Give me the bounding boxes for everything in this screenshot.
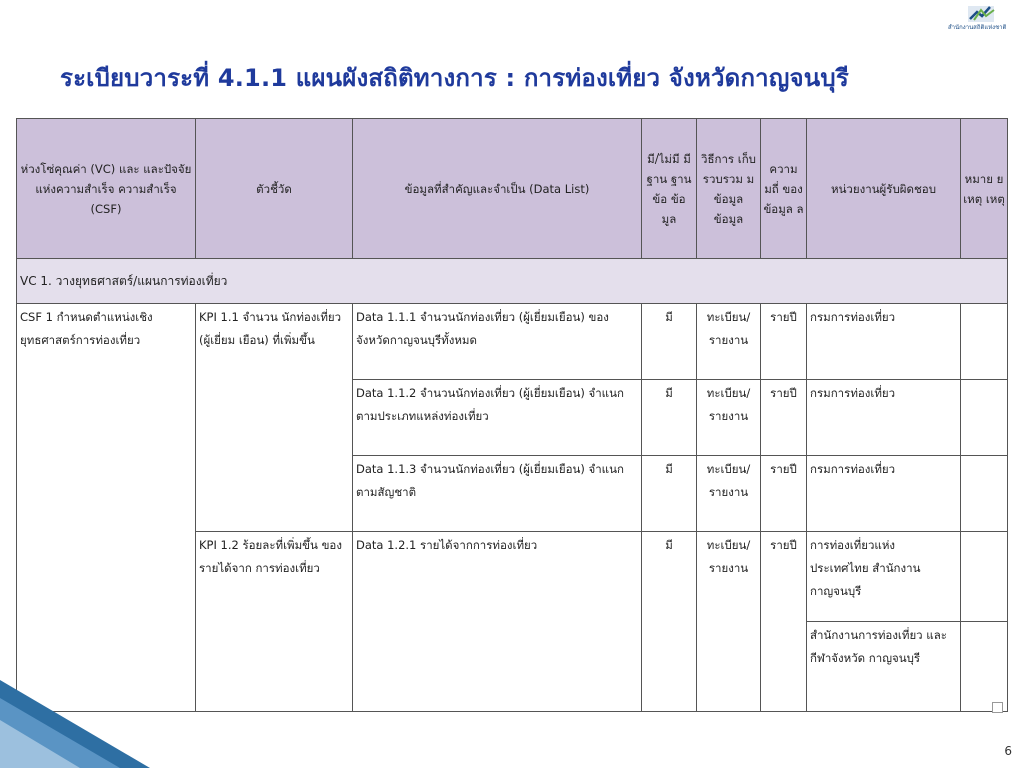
vc-row-label: VC 1. วางยุทธศาสตร์/แผนการท่องเที่ยว	[17, 259, 1008, 304]
kpi-cell: KPI 1.1 จำนวน นักท่องเที่ยว (ผู้เยี่ยม เยือน) ที่เพิ่มขึ้น	[196, 304, 353, 532]
scroll-checkbox[interactable]	[992, 702, 1003, 713]
remark-cell	[961, 622, 1008, 712]
header-remark: หมาย ยเหตุ เหตุ	[961, 119, 1008, 259]
method-cell: ทะเบียน/ รายงาน	[697, 380, 761, 456]
csf-cell: CSF 1 กำหนดตำแหน่งเชิง ยุทธศาสตร์การท่องเที่ยว	[17, 304, 196, 712]
method-cell: ทะเบียน/ รายงาน	[697, 456, 761, 532]
agency-cell: กรมการท่องเที่ยว	[807, 456, 961, 532]
corner-decoration	[0, 680, 150, 768]
header-has-data: มี/ไม่มี มี ฐาน ฐานข้อ ข้อ มูล	[642, 119, 697, 259]
method-cell: ทะเบียน/ รายงาน	[697, 304, 761, 380]
logo-caption: สำนักงานสถิติแห่งชาติ	[948, 24, 1007, 31]
page-number: 6	[1004, 744, 1012, 758]
header-agency: หน่วยงานผู้รับผิดชอบ	[807, 119, 961, 259]
nso-logo-icon	[950, 4, 1016, 38]
has-data-cell: มี	[642, 456, 697, 532]
header-indicator: ตัวชี้วัด	[196, 119, 353, 259]
agency-cell-secondary: สำนักงานการท่องเที่ยว และกีฬาจังหวัด กาญจนบุรี	[807, 622, 961, 712]
remark-cell	[961, 532, 1008, 622]
frequency-cell: รายปี	[761, 380, 807, 456]
frequency-cell: รายปี	[761, 304, 807, 380]
header-method: วิธีการ เก็บ รวบรวม มข้อมูล ข้อมูล	[697, 119, 761, 259]
frequency-cell: รายปี	[761, 532, 807, 712]
has-data-cell: มี	[642, 380, 697, 456]
agency-cell: กรมการท่องเที่ยว	[807, 304, 961, 380]
remark-cell	[961, 304, 1008, 380]
statistics-plan-table	[16, 118, 1008, 712]
method-cell: ทะเบียน/ รายงาน	[697, 532, 761, 712]
header-frequency: ความ มถี่ ของ ข้อมูล ล	[761, 119, 807, 259]
agency-cell: การท่องเที่ยวแห่ง ประเทศไทย สำนักงาน กาญจนบุรี	[807, 532, 961, 622]
frequency-cell: รายปี	[761, 456, 807, 532]
data-list-cell: Data 1.1.3 จำนวนนักท่องเที่ยว (ผู้เยี่ยมเยือน) จำแนกตามสัญชาติ	[353, 456, 642, 532]
kpi-cell: KPI 1.2 ร้อยละที่เพิ่มขึ้น ของรายได้จาก การท่องเที่ยว	[196, 532, 353, 712]
header-data-list: ข้อมูลที่สำคัญและจำเป็น (Data List)	[353, 119, 642, 259]
data-list-cell: Data 1.2.1 รายได้จากการท่องเที่ยว	[353, 532, 642, 712]
page-title: ระเบียบวาระที่ 4.1.1 แผนผังสถิติทางการ : การท่องเที่ยว จังหวัดกาญจนบุรี	[60, 64, 849, 92]
data-list-cell: Data 1.1.1 จำนวนนักท่องเที่ยว (ผู้เยี่ยมเยือน) ของจังหวัดกาญจนบุรีทั้งหมด	[353, 304, 642, 380]
has-data-cell: มี	[642, 304, 697, 380]
data-list-cell: Data 1.1.2 จำนวนนักท่องเที่ยว (ผู้เยี่ยมเยือน) จำแนกตามประเภทแหล่งท่องเที่ยว	[353, 380, 642, 456]
remark-cell	[961, 456, 1008, 532]
header-vc-csf: ห่วงโซ่คุณค่า (VC) และ และปัจจัยแห่งความสำเร็จ ความสำเร็จ (CSF)	[17, 119, 196, 259]
remark-cell	[961, 380, 1008, 456]
agency-cell: กรมการท่องเที่ยว	[807, 380, 961, 456]
has-data-cell: มี	[642, 532, 697, 712]
